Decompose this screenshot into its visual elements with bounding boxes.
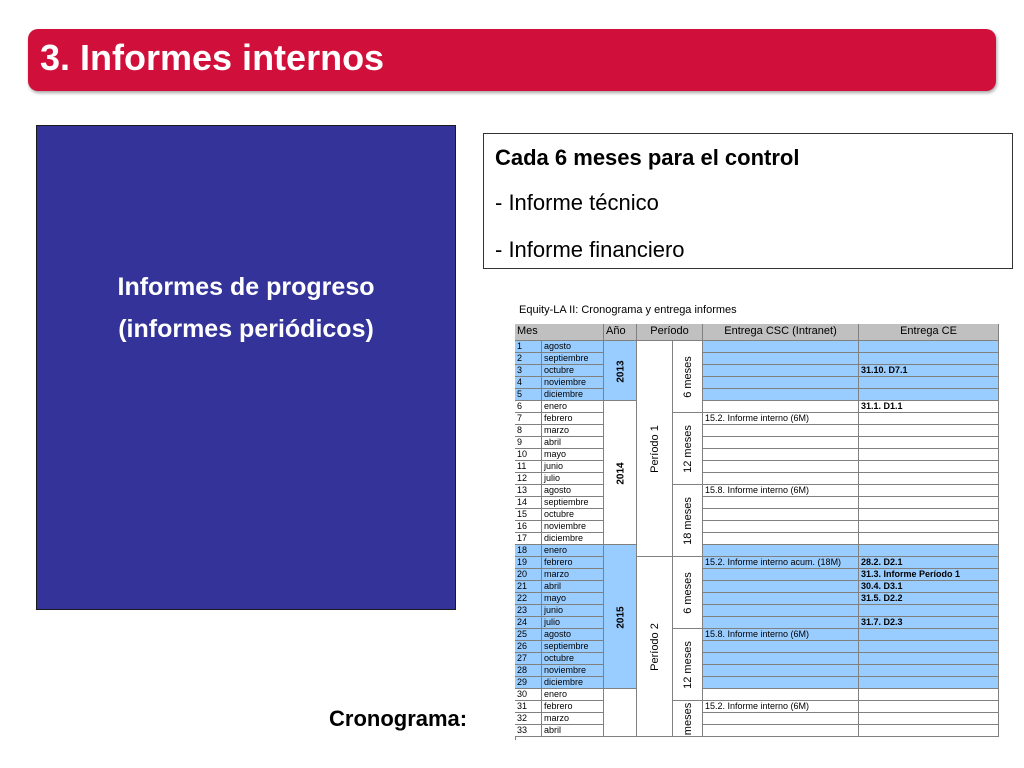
row-ce-delivery [859, 521, 999, 533]
row-number: 9 [515, 437, 542, 449]
year-label: 2014 [615, 461, 626, 485]
progress-reports-box [36, 125, 456, 610]
row-csc-delivery [703, 725, 859, 737]
year-label: 2015 [615, 605, 626, 629]
row-csc-delivery [703, 689, 859, 701]
row-number: 16 [515, 521, 542, 533]
row-number: 32 [515, 713, 542, 725]
row-ce-delivery [859, 473, 999, 485]
row-ce-delivery [859, 605, 999, 617]
row-ce-delivery [859, 413, 999, 425]
row-csc-delivery [703, 533, 859, 545]
row-number: 33 [515, 725, 542, 737]
row-number: 24 [515, 617, 542, 629]
months-span-label: 12 meses [682, 641, 694, 689]
row-month: septiembre [542, 353, 604, 365]
row-ce-delivery [859, 353, 999, 365]
row-csc-delivery [703, 509, 859, 521]
row-month: abril [542, 581, 604, 593]
slide-title: 3. Informes internos [40, 37, 385, 78]
row-csc-delivery [703, 473, 859, 485]
row-csc-delivery [703, 521, 859, 533]
row-month: agosto [542, 629, 604, 641]
row-month: septiembre [542, 497, 604, 509]
row-number: 25 [515, 629, 542, 641]
row-number: 21 [515, 581, 542, 593]
row-number: 28 [515, 665, 542, 677]
row-month: noviembre [542, 665, 604, 677]
row-ce-delivery [859, 533, 999, 545]
row-ce-delivery [859, 425, 999, 437]
row-csc-delivery [703, 605, 859, 617]
row-number: 3 [515, 365, 542, 377]
row-csc-delivery [703, 449, 859, 461]
row-csc-delivery [703, 545, 859, 557]
row-ce-delivery [859, 677, 999, 689]
row-ce-delivery [859, 689, 999, 701]
row-csc-delivery: 15.2. Informe interno (6M) [703, 701, 859, 713]
year-cell [604, 689, 637, 737]
row-number: 29 [515, 677, 542, 689]
control-item-financial: - Informe financiero [495, 237, 685, 262]
row-month: mayo [542, 449, 604, 461]
row-month: agosto [542, 341, 604, 353]
spreadsheet-title: Equity-LA II: Cronograma y entrega informes [519, 304, 737, 316]
row-csc-delivery [703, 665, 859, 677]
control-item-technical: - Informe técnico [495, 190, 659, 215]
row-csc-delivery [703, 341, 859, 353]
row-number: 26 [515, 641, 542, 653]
row-number: 10 [515, 449, 542, 461]
row-ce-delivery: 31.3. Informe Período 1 [859, 569, 999, 581]
row-ce-delivery [859, 725, 999, 737]
row-csc-delivery [703, 389, 859, 401]
control-heading: Cada 6 meses para el control [495, 145, 800, 170]
row-number: 2 [515, 353, 542, 365]
row-month: diciembre [542, 533, 604, 545]
row-month: abril [542, 725, 604, 737]
row-csc-delivery [703, 569, 859, 581]
row-month: abril [542, 437, 604, 449]
col-header-csc: Entrega CSC (Intranet) [703, 324, 859, 341]
row-month: octubre [542, 509, 604, 521]
row-number: 1 [515, 341, 542, 353]
row-month: marzo [542, 425, 604, 437]
row-number: 14 [515, 497, 542, 509]
row-month: marzo [542, 713, 604, 725]
row-ce-delivery [859, 653, 999, 665]
row-number: 13 [515, 485, 542, 497]
row-month: octubre [542, 365, 604, 377]
row-number: 7 [515, 413, 542, 425]
row-number: 5 [515, 389, 542, 401]
row-month: diciembre [542, 389, 604, 401]
row-csc-delivery: 15.2. Informe interno (6M) [703, 413, 859, 425]
row-month: febrero [542, 701, 604, 713]
row-ce-delivery [859, 377, 999, 389]
row-month: enero [542, 689, 604, 701]
row-ce-delivery [859, 545, 999, 557]
row-csc-delivery [703, 593, 859, 605]
col-header-periodo: Período [637, 324, 703, 341]
row-ce-delivery [859, 641, 999, 653]
row-ce-delivery: 31.10. D7.1 [859, 365, 999, 377]
row-csc-delivery [703, 353, 859, 365]
row-month: febrero [542, 413, 604, 425]
row-ce-delivery: 28.2. D2.1 [859, 557, 999, 569]
row-ce-delivery [859, 497, 999, 509]
row-month: septiembre [542, 641, 604, 653]
row-ce-delivery [859, 341, 999, 353]
period-label: Período 1 [649, 425, 661, 473]
row-ce-delivery: 30.4. D3.1 [859, 581, 999, 593]
progress-reports-title: Informes de progreso [117, 273, 375, 301]
row-month: noviembre [542, 377, 604, 389]
row-month: junio [542, 461, 604, 473]
row-ce-delivery [859, 665, 999, 677]
months-span-label: 6 meses [682, 572, 694, 614]
row-number: 15 [515, 509, 542, 521]
row-month: junio [542, 605, 604, 617]
row-ce-delivery [859, 629, 999, 641]
row-month: enero [542, 401, 604, 413]
row-month: octubre [542, 653, 604, 665]
months-span-label: 6 meses [682, 356, 694, 398]
row-csc-delivery: 15.8. Informe interno (6M) [703, 629, 859, 641]
row-csc-delivery [703, 581, 859, 593]
row-number: 18 [515, 545, 542, 557]
row-ce-delivery [859, 461, 999, 473]
row-month: febrero [542, 557, 604, 569]
row-month: noviembre [542, 521, 604, 533]
row-csc-delivery [703, 641, 859, 653]
row-csc-delivery: 15.8. Informe interno (6M) [703, 485, 859, 497]
months-span-label: 12 meses [682, 425, 694, 473]
progress-reports-subtitle: (informes periódicos) [118, 315, 374, 343]
row-number: 12 [515, 473, 542, 485]
row-ce-delivery [859, 701, 999, 713]
row-month: julio [542, 473, 604, 485]
control-info-box [483, 133, 1013, 269]
row-number: 27 [515, 653, 542, 665]
row-number: 6 [515, 401, 542, 413]
months-span-label: meses [682, 702, 694, 736]
row-csc-delivery [703, 677, 859, 689]
row-number: 20 [515, 569, 542, 581]
title-bar [28, 29, 996, 91]
row-month: enero [542, 545, 604, 557]
row-csc-delivery [703, 653, 859, 665]
row-number: 30 [515, 689, 542, 701]
row-csc-delivery [703, 425, 859, 437]
row-csc-delivery [703, 713, 859, 725]
col-header-mes: Mes [515, 324, 604, 341]
row-month: mayo [542, 593, 604, 605]
col-header-ce: Entrega CE [859, 324, 999, 341]
row-ce-delivery [859, 485, 999, 497]
row-csc-delivery [703, 437, 859, 449]
row-number: 11 [515, 461, 542, 473]
row-csc-delivery: 15.2. Informe interno acum. (18M) [703, 557, 859, 569]
row-csc-delivery [703, 617, 859, 629]
row-month: agosto [542, 485, 604, 497]
row-ce-delivery [859, 449, 999, 461]
row-csc-delivery [703, 401, 859, 413]
row-number: 22 [515, 593, 542, 605]
row-number: 4 [515, 377, 542, 389]
schedule-caption: Cronograma: [329, 706, 468, 731]
row-number: 19 [515, 557, 542, 569]
col-header-anio: Año [604, 324, 637, 341]
row-month: julio [542, 617, 604, 629]
row-month: diciembre [542, 677, 604, 689]
row-csc-delivery [703, 461, 859, 473]
row-month: marzo [542, 569, 604, 581]
row-ce-delivery [859, 389, 999, 401]
row-number: 8 [515, 425, 542, 437]
row-ce-delivery [859, 509, 999, 521]
months-span-label: 18 meses [682, 497, 694, 545]
period-label: Período 2 [649, 623, 661, 671]
row-csc-delivery [703, 497, 859, 509]
row-csc-delivery [703, 365, 859, 377]
row-ce-delivery: 31.1. D1.1 [859, 401, 999, 413]
row-ce-delivery: 31.7. D2.3 [859, 617, 999, 629]
row-ce-delivery: 31.5. D2.2 [859, 593, 999, 605]
row-number: 17 [515, 533, 542, 545]
year-label: 2013 [615, 359, 626, 383]
row-number: 31 [515, 701, 542, 713]
row-number: 23 [515, 605, 542, 617]
row-ce-delivery [859, 437, 999, 449]
row-ce-delivery [859, 713, 999, 725]
row-csc-delivery [703, 377, 859, 389]
